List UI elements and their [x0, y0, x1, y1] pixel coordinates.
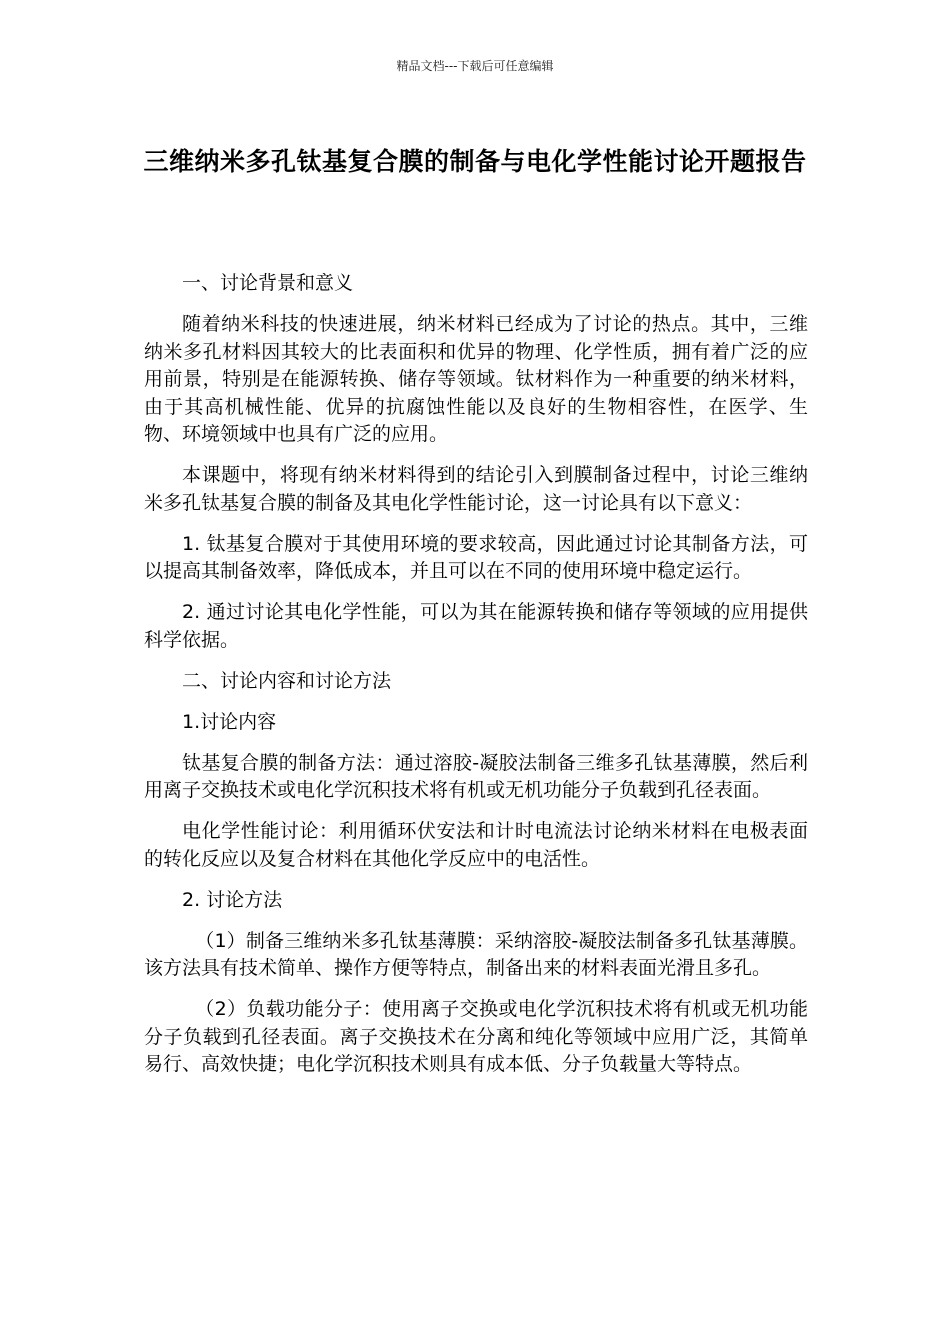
- section-heading-background: 一、讨论背景和意义: [182, 272, 354, 294]
- paragraph-electrochemistry: 电化学性能讨论：利用循环伏安法和计时电流法讨论纳米材料在电极表面的转化反应以及复合材料在其他化学反应中的电活性。: [144, 820, 808, 870]
- section-heading-content-method: 二、讨论内容和讨论方法: [182, 669, 392, 692]
- subheading-content: 1.讨论内容: [182, 710, 277, 733]
- paragraph-significance-1: 1. 钛基复合膜对于其使用环境的要求较高，因此通过讨论其制备方法，可以提高其制备效率，降低成本，并且可以在不同的使用环境中稳定运行。: [144, 532, 808, 582]
- paragraph-background: 随着纳米科技的快速进展，纳米材料已经成为了讨论的热点。其中，三维纳米多孔材料因其较大的比表面积和优异的物理、化学性质，拥有着广泛的应用前景，特别是在能源转换、储存等领域。钛材料作为一种重要的纳米材料，由于其高机械性能、优异的抗腐蚀性能以及良好的生物相容性，在医学、生物、环境领域中也具有广泛的应用。: [144, 313, 808, 445]
- header-note: 精品文档---下载后可任意编辑: [396, 59, 554, 73]
- paragraph-method-1: （1）制备三维纳米多孔钛基薄膜：采纳溶胶-凝胶法制备多孔钛基薄膜。该方法具有技术简单、操作方便等特点，制备出来的材料表面光滑且多孔。: [144, 929, 808, 979]
- paragraph-significance-intro: 本课题中，将现有纳米材料得到的结论引入到膜制备过程中，讨论三维纳米多孔钛基复合膜的制备及其电化学性能讨论，这一讨论具有以下意义：: [144, 464, 808, 514]
- subheading-method: 2. 讨论方法: [182, 888, 283, 911]
- paragraph-preparation: 钛基复合膜的制备方法：通过溶胶-凝胶法制备三维多孔钛基薄膜，然后利用离子交换技术或电化学沉积技术将有机或无机功能分子负载到孔径表面。: [144, 751, 808, 801]
- document-body: [144, 270, 808, 1092]
- paragraph-method-2: （2）负载功能分子：使用离子交换或电化学沉积技术将有机或无机功能分子负载到孔径表面。离子交换技术在分离和纯化等领域中应用广泛，其简单易行、高效快捷；电化学沉积技术则具有成本低、分子负载量大等特点。: [144, 998, 808, 1075]
- paragraph-significance-2: 2. 通过讨论其电化学性能，可以为其在能源转换和储存等领域的应用提供科学依据。: [144, 601, 808, 651]
- document-title: 三维纳米多孔钛基复合膜的制备与电化学性能讨论开题报告: [143, 147, 807, 176]
